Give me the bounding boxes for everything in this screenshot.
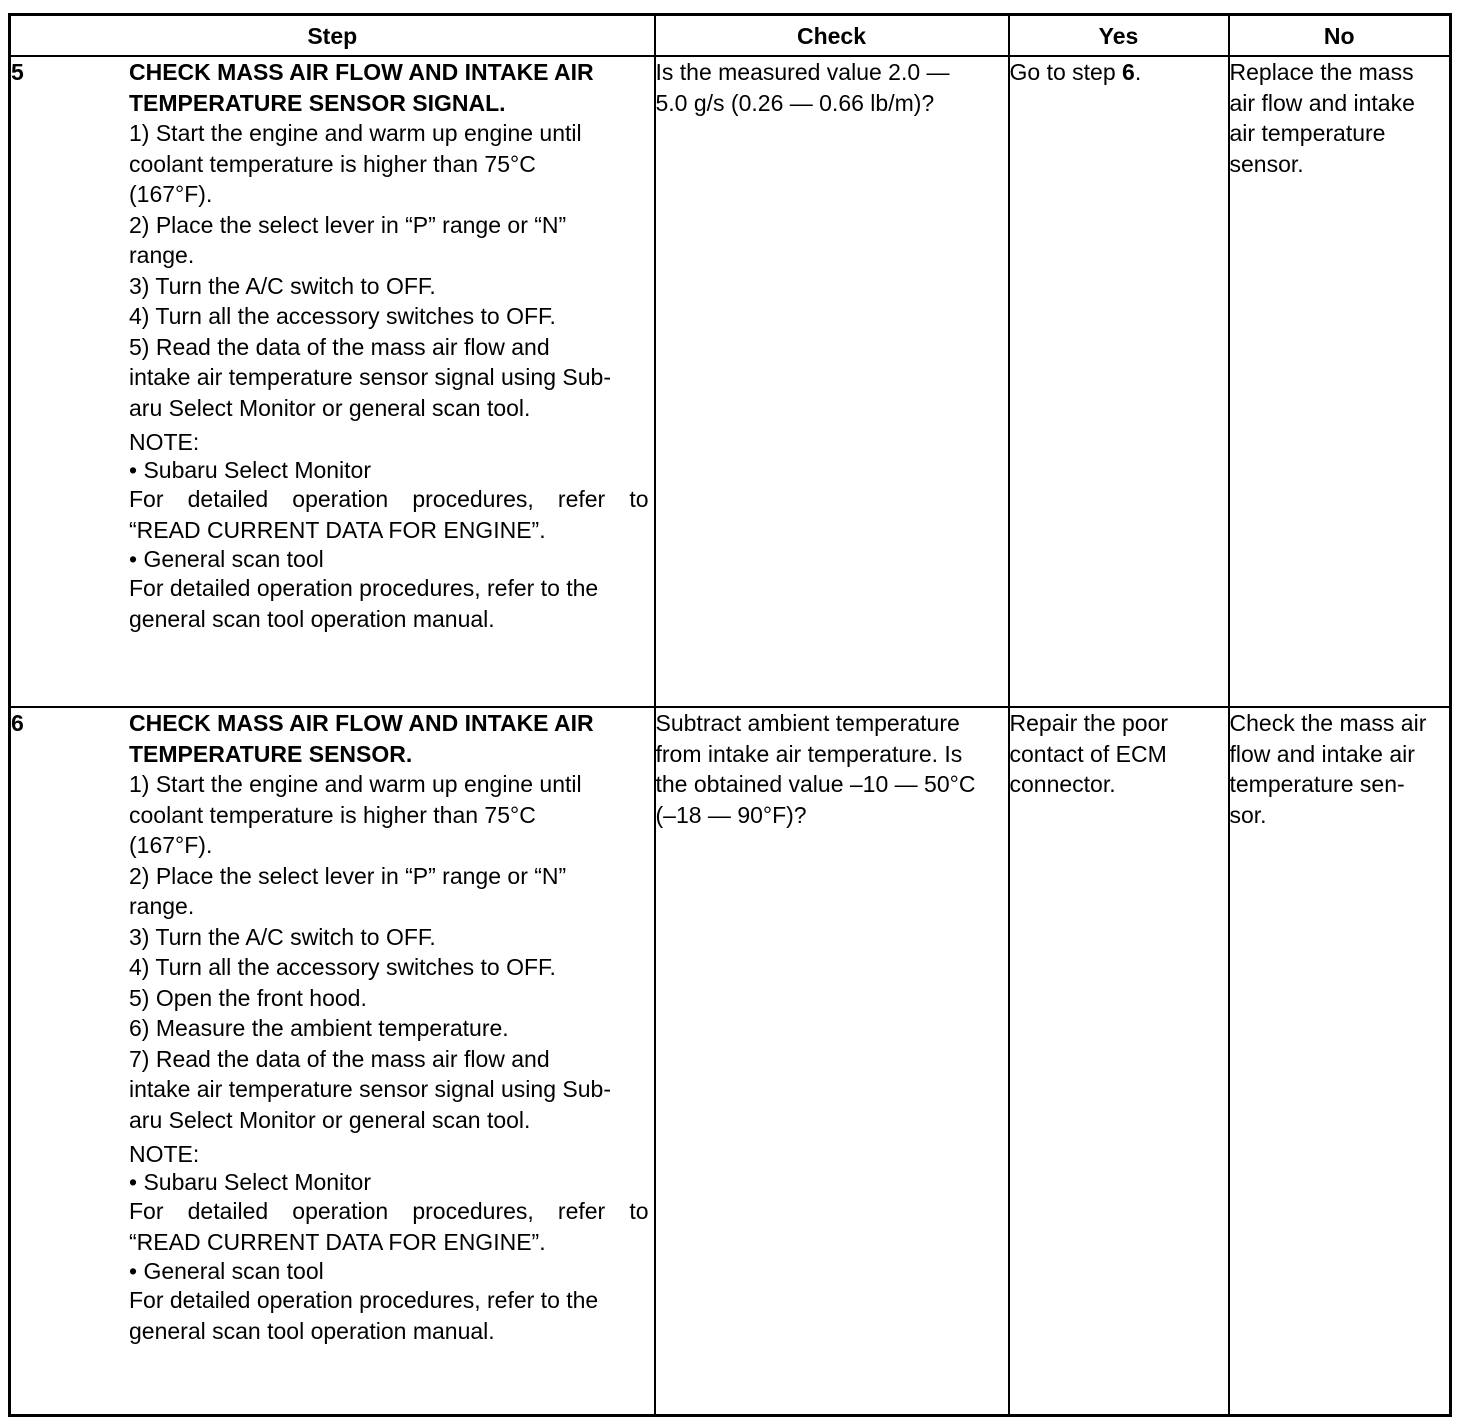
step-line: range. — [129, 893, 195, 919]
step-line: (167°F). — [129, 181, 213, 207]
step-title: TEMPERATURE SENSOR SIGNAL. — [129, 89, 506, 116]
yes-cell — [1009, 56, 1229, 707]
no-cell — [1229, 707, 1451, 1415]
no-line: flow and intake air — [1229, 740, 1415, 767]
header-step: Step — [10, 15, 655, 57]
step-number: 5 — [11, 59, 24, 85]
no-line: sor. — [1229, 801, 1267, 828]
step-line: 5) Open the front hood. — [129, 984, 367, 1011]
no-line: temperature sen- — [1229, 771, 1405, 797]
check-line: (–18 — 90°F)? — [655, 801, 807, 828]
header-check: Check — [655, 15, 1009, 57]
no-line: Check the mass air — [1229, 710, 1427, 736]
note-bullet: • Subaru Select Monitor — [129, 1169, 372, 1195]
step-line: 3) Turn the A/C switch to OFF. — [129, 923, 436, 950]
step-line: intake air temperature sensor signal using Sub- — [129, 1076, 611, 1102]
header-no: No — [1229, 15, 1451, 57]
step-line: (167°F). — [129, 832, 213, 858]
step-title: CHECK MASS AIR FLOW AND INTAKE AIR — [129, 59, 594, 85]
no-line: Replace the mass — [1229, 59, 1414, 85]
note-text: “READ CURRENT DATA FOR ENGINE”. — [129, 1228, 546, 1255]
step-line: 7) Read the data of the mass air flow and — [129, 1045, 550, 1072]
note-text: For detailed operation procedures, refer to — [129, 1198, 649, 1224]
yes-cell — [1009, 707, 1229, 1415]
note-text: “READ CURRENT DATA FOR ENGINE”. — [129, 516, 546, 543]
yes-line: contact of ECM — [1009, 740, 1167, 767]
no-cell — [1229, 56, 1451, 707]
step-line: aru Select Monitor or general scan tool. — [129, 394, 531, 421]
step-line: 2) Place the select lever in “P” range or “N” — [129, 862, 567, 889]
note-text: For detailed operation procedures, refer to — [129, 486, 649, 512]
check-line: 5.0 g/s (0.26 — 0.66 lb/m)? — [655, 89, 935, 116]
note-heading: NOTE: — [129, 429, 200, 455]
no-line: air flow and intake — [1229, 89, 1415, 116]
step-line: coolant temperature is higher than 75°C — [129, 801, 536, 828]
check-cell — [655, 56, 1009, 707]
header-yes: Yes — [1009, 15, 1229, 57]
table-row — [10, 707, 1451, 1415]
step-line: range. — [129, 242, 195, 268]
yes-suffix: . — [1134, 59, 1142, 85]
check-line: from intake air temperature. Is — [655, 740, 963, 767]
check-line: the obtained value –10 — 50°C — [655, 771, 976, 797]
step-title: CHECK MASS AIR FLOW AND INTAKE AIR — [129, 710, 594, 736]
yes-line — [1010, 57, 1228, 88]
step-line: 2) Place the select lever in “P” range or “N” — [129, 211, 567, 238]
check-line: Subtract ambient temperature — [655, 710, 960, 736]
step-line: 3) Turn the A/C switch to OFF. — [129, 272, 436, 299]
check-line: Is the measured value 2.0 — — [655, 59, 950, 85]
no-line: sensor. — [1229, 150, 1304, 177]
step-line: 5) Read the data of the mass air flow and — [129, 333, 550, 360]
table-row — [10, 56, 1451, 707]
step-line: 1) Start the engine and warm up engine until — [129, 120, 582, 146]
note-bullet: • Subaru Select Monitor — [129, 457, 372, 483]
note-text: general scan tool operation manual. — [129, 1317, 495, 1344]
step-title: TEMPERATURE SENSOR. — [129, 740, 413, 767]
note-bullet: • General scan tool — [129, 1258, 324, 1284]
note-text: For detailed operation procedures, refer to the — [129, 1287, 599, 1313]
note-bullet: • General scan tool — [129, 546, 324, 572]
step-cell — [10, 56, 655, 707]
note-text: For detailed operation procedures, refer to the — [129, 575, 599, 601]
yes-line: connector. — [1009, 771, 1116, 797]
check-cell — [655, 707, 1009, 1415]
no-line: air temperature — [1229, 120, 1386, 146]
note-text: general scan tool operation manual. — [129, 605, 495, 632]
step-line: 6) Measure the ambient temperature. — [129, 1015, 509, 1041]
yes-prefix: Go to step — [1009, 59, 1123, 85]
step-line: 4) Turn all the accessory switches to OFF. — [129, 303, 556, 329]
step-line: aru Select Monitor or general scan tool. — [129, 1106, 531, 1133]
yes-line: Repair the poor — [1009, 710, 1169, 736]
step-line: coolant temperature is higher than 75°C — [129, 150, 536, 177]
step-line: intake air temperature sensor signal using Sub- — [129, 364, 611, 390]
step-cell — [10, 707, 655, 1415]
step-line: 1) Start the engine and warm up engine until — [129, 771, 582, 797]
yes-step-number: 6 — [1122, 59, 1135, 85]
diagnostic-table — [8, 13, 1452, 1417]
note-heading: NOTE: — [129, 1141, 200, 1167]
header-row — [10, 15, 1451, 57]
step-number: 6 — [11, 710, 24, 736]
step-line: 4) Turn all the accessory switches to OFF. — [129, 954, 556, 980]
